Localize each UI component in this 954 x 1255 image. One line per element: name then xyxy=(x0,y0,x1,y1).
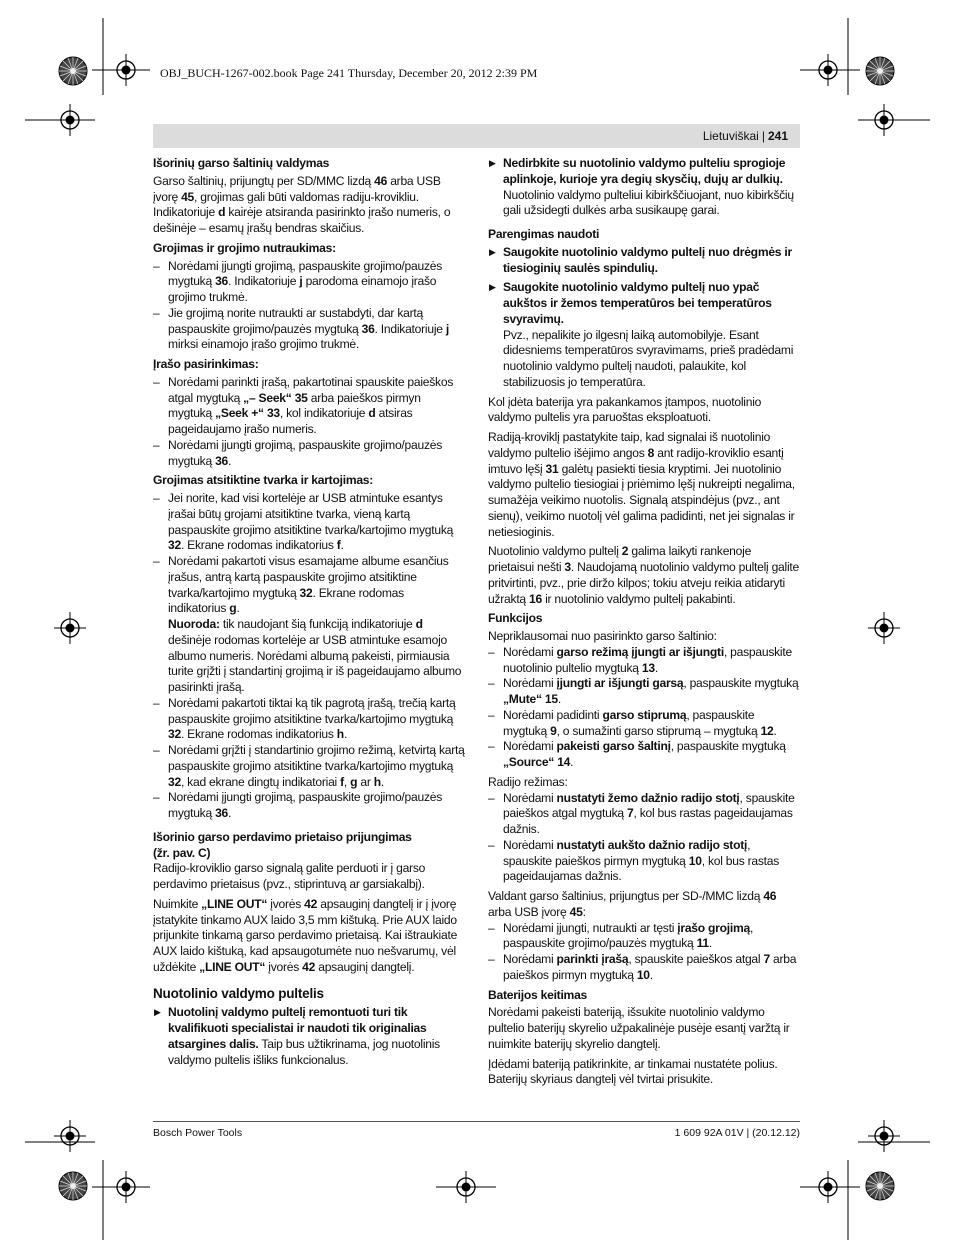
list-item: – Norėdami įjungti, nutraukti ar tęsti įrašo grojimą, paspauskite grojimo/pauzės mygtuką 11. xyxy=(488,921,800,953)
paragraph-remote-storage: Nuotolinio valdymo pultelį 2 galima laikyti rankenoje prietaisui nešti 3. Naudojamą nuotolinio valdymo pultelį galite pritvirtinti, pvz., prie diržo kilpos; tokiu atveju reikia atidaryti užraktą 16 ir nuotolinio valdymo pultelį pakabinti. xyxy=(488,544,799,606)
list-item: – Norėdami nustatyti aukšto dažnio radijo stotį, spauskite paieškos pirmyn mygtuką 10, kol bus rastas pageidaujamas dažnis. xyxy=(488,838,800,885)
page-header xyxy=(153,124,800,148)
page-number: 241 xyxy=(767,129,788,143)
paragraph-functions-intro: Nepriklausomai nuo pasirinkto garso šaltinio: xyxy=(488,629,717,643)
list-item: – Jei norite, kad visi kortelėje ar USB atmintuke esantys įrašai būtų grojami atsitiktine tvarka, vieną kartą paspauskite grojimo atsitiktine tvarka/kartojimo mygtuką 32. Ekrane rodomas indikatorius f. xyxy=(153,491,465,554)
arrow-bullet-icon: ▶ xyxy=(489,158,496,168)
list-item: – Norėdami įjungti grojimą, paspauskite grojimo/pauzės mygtuką 36. xyxy=(153,790,465,822)
list-radio-mode xyxy=(488,791,800,886)
list-item: – Norėdami parinkti įrašą, pakartotinai spauskite paieškos atgal mygtuką „– Seek“ 35 arba paieškos pirmyn mygtuką „Seek +“ 33, kol indikatoriuje d atsiras pageidaujamo įrašo numeris. xyxy=(153,375,465,438)
heading-functions: Funkcijos xyxy=(488,611,543,626)
arrow-bullet-icon: ▶ xyxy=(154,1007,161,1018)
list-item: – Norėdami nustatyti žemo dažnio radijo stotį, spauskite paieškos atgal mygtuką 7, kol bus rastas pageidaujamas dažnis. xyxy=(488,791,800,838)
print-info-line: OBJ_BUCH-1267-002.book Page 241 Thursday, December 20, 2012 2:39 PM xyxy=(160,66,538,80)
list-item: – Norėdami grįžti į standartinio grojimo režimą, ketvirtą kartą paspauskite grojimo atsitiktine tvarka/kartojimo mygtuką 32, kad ekrane dingtų indikatoriai f, g ar h. xyxy=(153,743,465,790)
heading-random-repeat: Grojimas atsitiktine tvarka ir kartojimas: xyxy=(153,473,374,488)
list-item: – Norėdami parinkti įrašą, spauskite paieškos atgal 7 arba paieškos pirmyn mygtuką 10. xyxy=(488,952,800,984)
list-item: – Norėdami įjungti grojimą, paspauskite grojimo/pauzės mygtuką 36. Indikatoriuje j parodoma einamojo įrašo grojimo trukmė. xyxy=(153,259,465,306)
heading-track-select: Įrašo pasirinkimas: xyxy=(153,357,259,371)
list-playback xyxy=(153,259,465,354)
paragraph-battery-remove: Norėdami pakeisti bateriją, išsukite nuotolinio valdymo pultelio baterijų skyrelio užpakalinėje pusėje esantį varžtą ir nuimkite baterijų skyrelio dangtelį. xyxy=(488,1005,790,1051)
list-random-repeat xyxy=(153,491,465,822)
warning-moisture: ▶ Saugokite nuotolinio valdymo pultelį nuo drėgmės ir tiesioginių saulės spindulių. xyxy=(489,244,792,275)
list-item: – Norėdami pakartoti visus esamajame albume esančius įrašus, antrą kartą paspauskite grojimo atsitiktine tvarka/kartojimo mygtuką 32. Ekrane rodomas indikatorius g. Nuoroda: tik naudojant šią funkciją indikatoriuje d dešinėje rodomas kortelėje ar USB atmintuke esamojo albumo numeris. Norėdami albumą pakeisti, pirmiausia turite grįžti į standartinį grojimą ir iš pageidaujamo albumo pasirinkti įrašą. xyxy=(153,554,465,696)
heading-battery-change: Baterijos keitimas xyxy=(488,987,588,1002)
warning-explosive: ▶ Nedirbkite su nuotolinio valdymo pulteliu sprogioje aplinkoje, kurioje yra degių skysčių, dujų ar dulkių. Nuotolinio valdymo pulteliui kibirkščiuojant, nuo kibirkščių gali užsidegti dulkės arba susikaupę garai. xyxy=(489,156,794,218)
list-functions xyxy=(488,645,800,771)
heading-preparation: Parengimas naudoti xyxy=(488,227,600,241)
heading-external-sources: Išorinių garso šaltinių valdymas xyxy=(153,156,330,170)
warning-temperature: ▶ Saugokite nuotolinio valdymo pultelį nuo ypač aukštos ir žemos temperatūros bei temperatūros svyravimų. Pvz., nepalikite jo ilgesnį laiką automobilyje. Esant didesniems temperatūros svyravimams, prieš pradėdami nuotolinio valdymo pultelį naudoti, palaukite, kol stabilizuosis jo temperatūra. xyxy=(489,280,794,389)
header-label xyxy=(703,129,788,143)
left-column xyxy=(153,156,465,1072)
list-track-select xyxy=(153,375,465,470)
paragraph-sd-usb-control: Valdant garso šaltinius, prijungtus per SD-/MMC lizdą 46 arba USB įvorę 45: xyxy=(488,889,777,919)
section-title-remote: Nuotolinio valdymo pultelis xyxy=(153,985,324,1001)
heading-playback: Grojimas ir grojimo nutraukimas: xyxy=(153,240,336,255)
warning-remote-repair: ▶ Nuotolinį valdymo pultelį remontuoti turi tik kvalifikuoti specialistai ir naudoti tik originalias atsargines dalis. Taip bus užtikrinama, jog nuotolinis valdymo pultelis išliks funkcionalus. xyxy=(154,1005,440,1067)
right-column xyxy=(488,156,800,1092)
list-sd-usb-control xyxy=(488,921,800,984)
list-item: – Norėdami pakeisti garso šaltinį, paspauskite mygtuką „Source“ 14. xyxy=(488,739,800,771)
footer-brand: Bosch Power Tools xyxy=(153,1127,243,1139)
paragraph-external-sources: Garso šaltinių, prijungtų per SD/MMC lizdą 46 arba USB įvorę 45, grojimas gali būti valdomas radiju-krovikliu. Indikatoriuje d kairėje atsiranda pasirinkto įrašo numeris, o dešinėje – esamų įrašų bendras skaičius. xyxy=(153,173,451,235)
heading-line-out: Išorinio garso perdavimo prietaiso prijungimas (žr. pav. C) xyxy=(153,829,412,860)
list-item: – Norėdami padidinti garso stiprumą, paspauskite mygtuką 9, o sumažinti garso stiprumą – mygtuką 12. xyxy=(488,708,800,740)
paragraph-signal-direction: Radiją-kroviklį pastatykite taip, kad signalai iš nuotolinio valdymo pultelio išėjimo angos 8 ant radijo-kroviklio esantį imtuvo lęšį 31 galėtų pasiekti tiesia kryptimi. Jei nuotolinio valdymo pultelio tiesiogiai į priėmimo lęšį nukreipti negalima, sumažėja veikimo nuotolis. Signalą atspindėjus (pvz., ant sienų), veikimo nuotolį vėl galima padidinti, net jei signalas ir netiesioginis. xyxy=(488,430,795,539)
list-item: – Jie grojimą norite nutraukti ar sustabdyti, dar kartą paspauskite grojimo/pauzės mygtuką 36. Indikatoriuje j mirksi einamojo įrašo grojimo trukmė. xyxy=(153,306,465,353)
footer-rule xyxy=(153,1121,800,1122)
list-item: – Norėdami įjungti ar išjungti garsą, paspauskite mygtuką „Mute“ 15. xyxy=(488,676,800,708)
paragraph-battery-insert: Įdėdami bateriją patikrinkite, ar tinkamai nustatėte polius. Baterijų skyriaus dangtelį vėl tvirtai prisukite. xyxy=(488,1056,778,1087)
paragraph-line-out-connect: Nuimkite „LINE OUT“ įvorės 42 apsauginį dangtelį ir į įvorę įstatykite tinkamo AUX laido 3,5 mm kištuką. Prie AUX laido prijunkite tinkamą garso perdavimo prietaisą. Kai ištraukiate AUX laido kištuką, kad apsaugotumėte nuo nešvarumų, vėl uždėkite „LINE OUT“ įvorės 42 apsauginį dangtelį. xyxy=(153,896,458,974)
list-item: – Norėdami įjungti grojimą, paspauskite grojimo/pauzės mygtuką 36. xyxy=(153,438,465,470)
paragraph-line-out-intro: Radijo-kroviklio garso signalą galite perduoti ir į garso perdavimo prietaisus (pvz., stiprintuvą ar garsiakalbį). xyxy=(153,861,426,891)
list-item: – Norėdami pakartoti tiktai ką tik pagrotą įrašą, trečią kartą paspauskite grojimo atsitiktine tvarka/kartojimo mygtuką 32. Ekrane rodomas indikatorius h. xyxy=(153,696,465,743)
footer-doc-number: 1 609 92A 01V | (20.12.12) xyxy=(674,1127,800,1139)
header-separator: | xyxy=(761,129,765,143)
paragraph-radio-mode: Radijo režimas: xyxy=(488,774,568,789)
arrow-bullet-icon: ▶ xyxy=(489,282,496,293)
header-language: Lietuviškai xyxy=(702,129,759,143)
arrow-bullet-icon: ▶ xyxy=(489,246,496,257)
list-item: – Norėdami garso režimą įjungti ar išjungti, paspauskite nuotolinio pultelio mygtuką 13. xyxy=(488,645,800,677)
paragraph-battery-ready: Kol įdėta baterija yra pakankamos įtampos, nuotolinio valdymo pultelis yra paruoštas eksploatuoti. xyxy=(488,394,762,425)
